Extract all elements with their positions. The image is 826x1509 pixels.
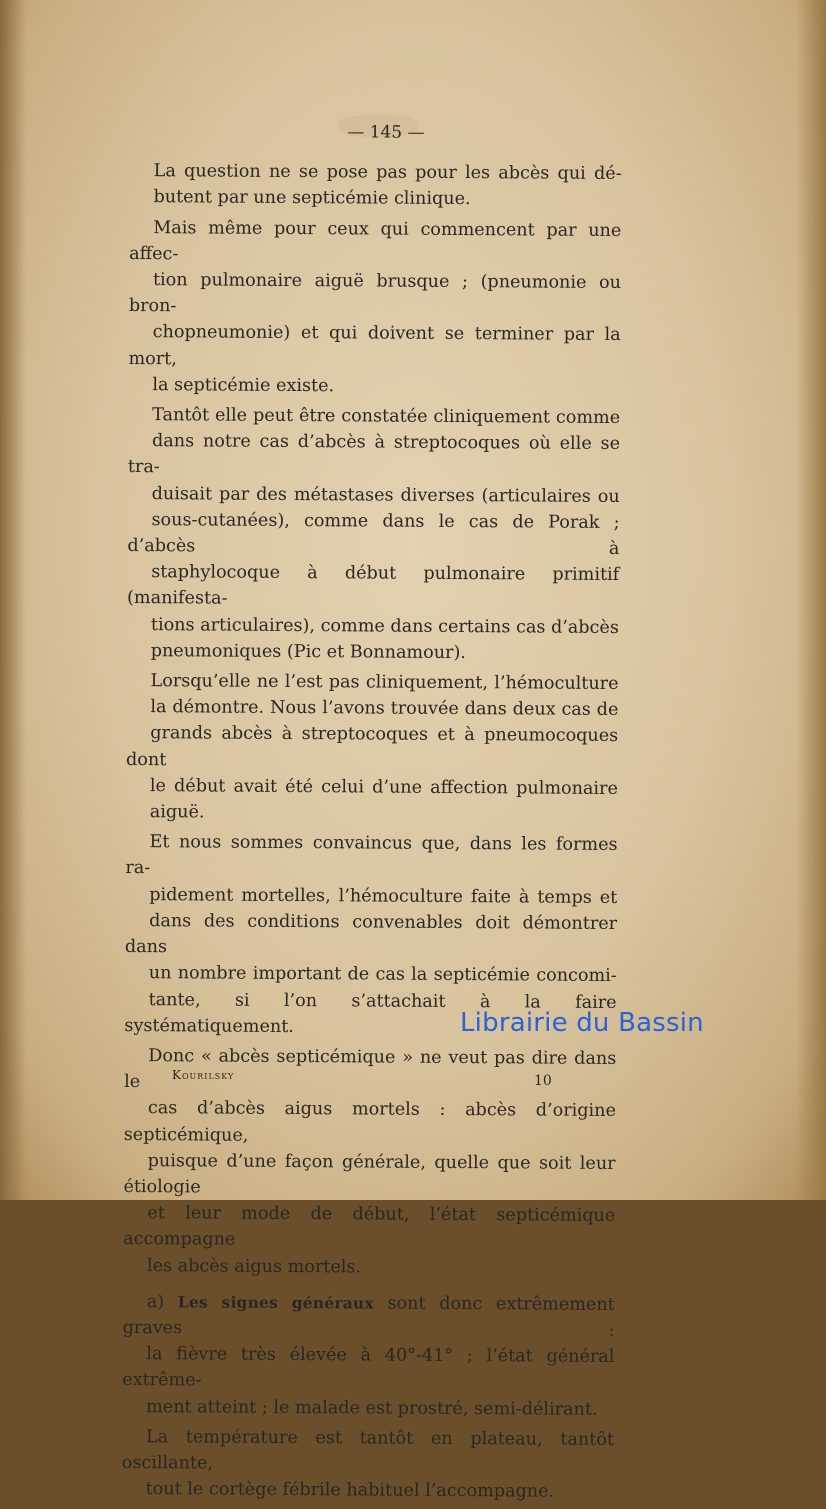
text-line: Donc « abcès septicémique » ne veut pas dire dans le bbox=[124, 1046, 617, 1093]
text-line: tions articulaires), comme dans certains cas d’abcès bbox=[150, 614, 619, 638]
paragraph-p2 bbox=[128, 215, 621, 401]
text-line: puisque d’une façon générale, quelle que soit leur étiologie bbox=[123, 1150, 616, 1198]
text-line: chopneumonie) et qui doivent se terminer par la mort, bbox=[128, 322, 621, 369]
section-a-line2: la fièvre très élevée à 40°-41° ; l’état général extrême- bbox=[122, 1344, 615, 1391]
text-line: staphylocoque à début pulmonaire primitif (manifesta- bbox=[127, 562, 620, 610]
text-line: les abcès aigus mortels. bbox=[146, 1255, 362, 1277]
page-edge-left bbox=[0, 0, 26, 1200]
text-line: le début avait été celui d’une affection pulmonaire bbox=[149, 776, 618, 799]
text-line: un nombre important de cas la septicémie concomi- bbox=[148, 963, 617, 987]
text-line: Lorsqu’elle ne l’est pas cliniquement, l’hémoculture bbox=[150, 671, 619, 695]
watermark-text: Librairie du Bassin bbox=[460, 1008, 704, 1038]
body-paragraphs bbox=[123, 158, 622, 1282]
text-line: pidement mortelles, l’hémoculture faite à temps et bbox=[149, 884, 618, 908]
text-line: tante, si l’on s’attachait à la faire systématiquement. bbox=[124, 989, 617, 1037]
text-line: pneumoniques (Pic et Bonnamour). bbox=[150, 640, 467, 663]
text-line: butent par une septicémie clinique. bbox=[153, 187, 471, 210]
page-edge-right bbox=[796, 0, 826, 1200]
text-line: dans notre cas d’abcès à streptocoques où elle se tra- bbox=[127, 431, 621, 478]
text-line: tion pulmonaire aiguë brusque ; (pneumonie ou bron- bbox=[128, 270, 622, 317]
footer-signature-number: 10 bbox=[534, 1073, 552, 1089]
paragraph-p4 bbox=[126, 668, 619, 828]
temperature-line2: tout le cortège fébrile habituel l’accompagne. bbox=[145, 1479, 555, 1502]
text-line: sous-cutanées), comme dans le cas de Porak ; d’abcès à bbox=[127, 509, 620, 560]
text-line: aiguë. bbox=[149, 802, 205, 823]
text-line: duisait par des métastases diverses (articulaires ou bbox=[151, 483, 620, 507]
text-line: la septicémie existe. bbox=[152, 374, 335, 397]
section-a-paragraph bbox=[122, 1289, 615, 1423]
text-line: cas d’abcès aigus mortels : abcès d’origine septicémique, bbox=[123, 1098, 617, 1146]
text-line: dans des conditions convenables doit démontrer dans bbox=[124, 911, 618, 958]
text-line: Et nous sommes convaincus que, dans les formes ra- bbox=[125, 832, 618, 879]
paragraph-p1 bbox=[129, 158, 621, 213]
temperature-paragraph bbox=[122, 1424, 614, 1506]
text-line: et leur mode de début, l’état septicémique accompagne bbox=[123, 1203, 616, 1250]
section-a-line1: sont donc extrêmement graves : bbox=[122, 1293, 615, 1341]
paragraph-p3 bbox=[127, 402, 621, 667]
section-a-heading: Les signes généraux bbox=[177, 1292, 374, 1313]
text-line: Tantôt elle peut être constatée cliniquement comme bbox=[152, 405, 621, 429]
page-text bbox=[122, 118, 622, 1509]
text-line: Mais même pour ceux qui commencent par une affec- bbox=[129, 217, 622, 265]
temperature-line1: La température est tantôt en plateau, tantôt oscillante, bbox=[121, 1426, 614, 1474]
text-line: La question ne se pose pas pour les abcès qui dé- bbox=[153, 161, 622, 185]
page-number: — 145 — bbox=[347, 122, 425, 143]
text-line: grands abcès à streptocoques et à pneumocoques dont bbox=[126, 723, 619, 770]
footer-author: Kourilsky bbox=[172, 1068, 235, 1082]
section-a-prefix: a) bbox=[146, 1291, 178, 1313]
section-a-line3: ment atteint ; le malade est prostré, semi-délirant. bbox=[146, 1396, 598, 1420]
text-line: la démontre. Nous l’avons trouvée dans deux cas de bbox=[150, 697, 619, 721]
